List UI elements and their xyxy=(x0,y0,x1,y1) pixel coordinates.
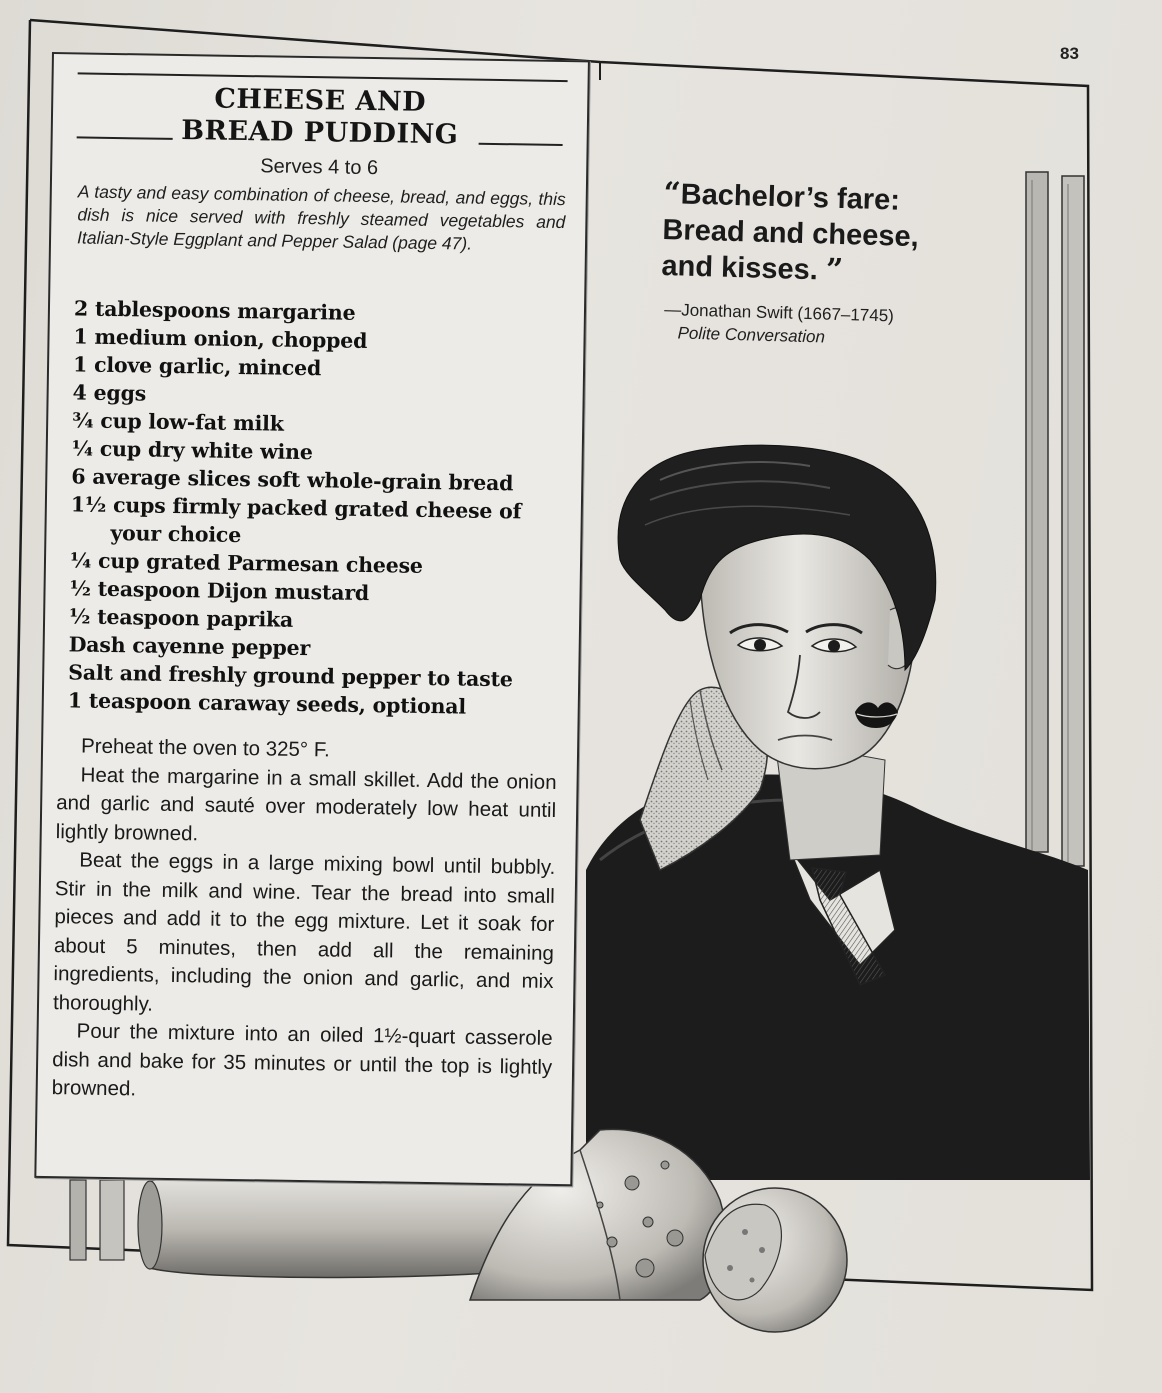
quote-attribution xyxy=(663,298,990,353)
ingredients-list xyxy=(68,294,575,722)
quote-line: Bachelor’s fare: xyxy=(680,178,901,217)
direction-paragraph: Preheat the oven to 325° F. xyxy=(80,734,330,762)
direction-paragraph: Pour the mixture into an oiled 1½-quart casserole dish and bake for 35 minutes or until the top is lightly browned. xyxy=(51,1019,553,1101)
ingredient-item: ¼ cup grated Parmesan cheese xyxy=(69,548,423,578)
open-quote-mark: “ xyxy=(663,176,682,212)
close-quote-mark: ” xyxy=(825,252,844,289)
recipe-card xyxy=(34,52,590,1186)
quote-line: Bread and cheese, xyxy=(662,213,920,254)
ingredient-item: 1 clove garlic, minced xyxy=(72,352,322,381)
quote-block xyxy=(659,176,994,353)
page-number: 83 xyxy=(1060,44,1079,63)
ingredient-item: ½ teaspoon paprika xyxy=(68,604,294,632)
direction-paragraph: Heat the margarine in a small skillet. Add the onion and garlic and sauté over moderately low heat until lightly browned. xyxy=(55,763,557,845)
recipe-directions xyxy=(51,732,557,1110)
ingredient-item: Dash cayenne pepper xyxy=(68,632,311,661)
ingredient-item: 4 eggs xyxy=(72,380,147,406)
ingredient-item: Salt and freshly ground pepper to taste xyxy=(68,660,513,692)
recipe-title-line2: BREAD PUDDING xyxy=(180,115,459,151)
cheese-ball xyxy=(703,1188,847,1332)
ingredient-item: ½ teaspoon Dijon mustard xyxy=(69,576,370,606)
ingredient-item: 1 medium onion, chopped xyxy=(73,324,368,353)
ingredient-item: 1 teaspoon caraway seeds, optional xyxy=(67,688,467,719)
ingredient-item: 1½ cups firmly packed grated cheese of your choice xyxy=(70,492,522,548)
recipe-intro: A tasty and easy combination of cheese, bread, and eggs, this dish is nice served with freshly steamed vegetables and Italian-Style Eggplant and Pepper Salad (page 47). xyxy=(76,181,566,254)
quote-author: —Jonathan Swift (1667–1745) xyxy=(664,300,895,326)
direction-paragraph: Beat the eggs in a large mixing bowl until bubbly. Stir in the milk and wine. Tear the bread into small pieces and add it to the egg mixture. Let it soak for about 5 minutes, then add all the remaining ingredients, including the onion and garlic, and mix thoroughly. xyxy=(52,848,556,1016)
ingredient-item: ¼ cup dry white wine xyxy=(71,436,313,465)
quote-line: and kisses. xyxy=(661,249,819,287)
servings: Serves 4 to 6 xyxy=(260,155,379,180)
recipe-title-line1: CHEESE AND xyxy=(214,83,427,118)
quote-source: Polite Conversation xyxy=(677,323,826,347)
ingredient-item: ¾ cup low-fat milk xyxy=(72,408,284,436)
ingredient-item: 2 tablespoons margarine xyxy=(73,296,356,325)
ingredient-item: 6 average slices soft whole-grain bread xyxy=(71,464,514,496)
quote-text xyxy=(661,176,994,293)
